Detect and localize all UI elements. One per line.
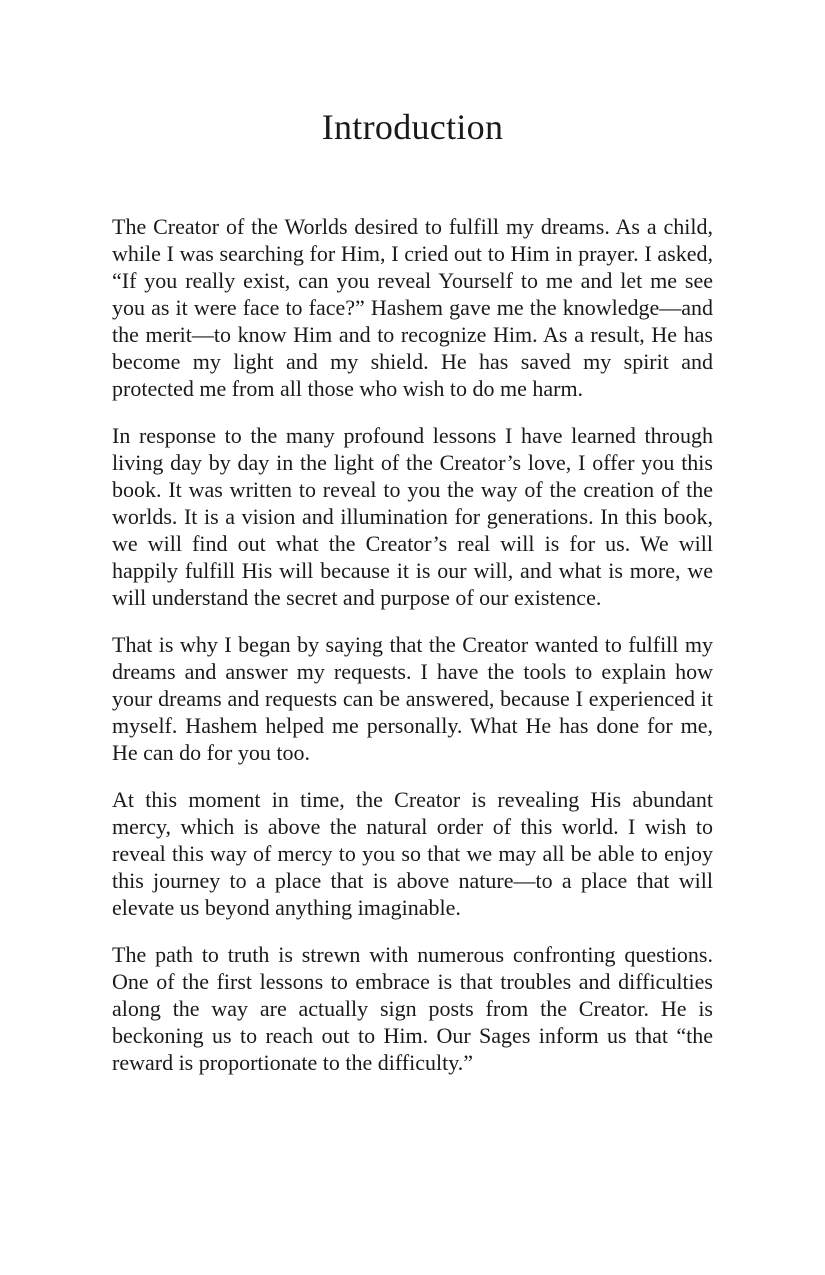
paragraph-2: In response to the many profound lessons I have learned through living day by day in the light of the Creator’s love, I offer you this book. It was written to reveal to you the way of the creation of the worlds. It is a vision and illumination for generations. In this book, we will find out what the Creator’s real will is for us. We will happily fulfill His will because it is our will, and what is more, we will understand the secret and purpose of our existence.: [112, 423, 713, 610]
paragraph-1: The Creator of the Worlds desired to fulfill my dreams. As a child, while I was searching for Him, I cried out to Him in prayer. I asked, “If you really exist, can you reveal Yourself to me and let me see you as it were face to face?” Hashem gave me the knowledge—and the merit—to know Him and to recognize Him. As a result, He has become my light and my shield. He has saved my spirit and protected me from all those who wish to do me harm.: [112, 214, 713, 401]
paragraph-3: That is why I began by saying that the Creator wanted to fulfill my dreams and answer my requests. I have the tools to explain how your dreams and requests can be answered, because I experienced it myself. Hashem helped me personally. What He has done for me, He can do for you too.: [112, 632, 713, 765]
body-text: [112, 213, 713, 1096]
page-title: Introduction: [321, 107, 504, 147]
paragraph-5: The path to truth is strewn with numerous confronting questions. One of the first lessons to embrace is that troubles and difficulties along the way are actually sign posts from the Creator. He is beckoning us to reach out to Him. Our Sages inform us that “the reward is proportionate to the difficulty.”: [112, 942, 713, 1075]
paragraph-4: At this moment in time, the Creator is revealing His abundant mercy, which is above the natural order of this world. I wish to reveal this way of mercy to you so that we may all be able to enjoy this journey to a place that is above nature—to a place that will elevate us beyond anything imaginable.: [112, 787, 713, 920]
